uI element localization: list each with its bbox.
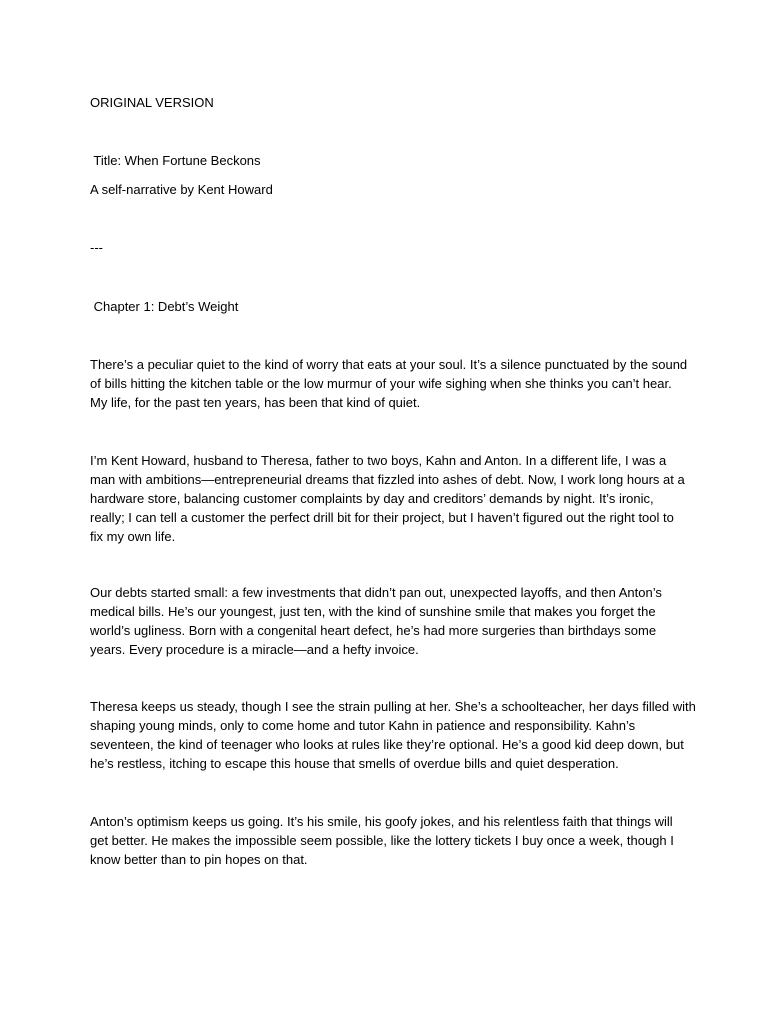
version-label: ORIGINAL VERSION — [90, 95, 214, 110]
paragraph-line: Anton’s optimism keeps us going. It’s his smile, his goofy jokes, and his relentless faith that things will — [90, 814, 673, 829]
paragraph-line: know better than to pin hopes on that. — [90, 852, 308, 867]
paragraph-line: get better. He makes the impossible seem possible, like the lottery tickets I buy once a week, though I — [90, 833, 674, 848]
paragraph-line: shaping young minds, only to come home and tutor Kahn in patience and responsibility. Kahn’s — [90, 718, 636, 733]
paragraph-line: seventeen, the kind of teenager who looks at rules like they’re optional. He’s a good kid deep down, but — [90, 737, 684, 752]
paragraph-line: man with ambitions—entrepreneurial dreams that fizzled into ashes of debt. Now, I work long hours at a — [90, 472, 685, 487]
paragraph — [90, 355, 690, 412]
paragraph-line: really; I can tell a customer the perfect drill bit for their project, but I haven’t figured out the right tool to — [90, 510, 674, 525]
byline: A self-narrative by Kent Howard — [90, 182, 273, 197]
paragraph-line: Our debts started small: a few investments that didn’t pan out, unexpected layoffs, and then Anton’s — [90, 585, 662, 600]
paragraph — [90, 583, 690, 659]
paragraph-line: Theresa keeps us steady, though I see the strain pulling at her. She’s a schoolteacher, her days filled with — [90, 699, 696, 714]
paragraph-line: I’m Kent Howard, husband to Theresa, father to two boys, Kahn and Anton. In a different life, I was a — [90, 453, 667, 468]
paragraph — [90, 697, 696, 773]
section-separator: --- — [90, 240, 103, 255]
paragraph-line: My life, for the past ten years, has been that kind of quiet. — [90, 395, 421, 410]
paragraph-line: of bills hitting the kitchen table or the low murmur of your wife sighing when she thinks you can’t hear. — [90, 376, 672, 391]
paragraph-line: years. Every procedure is a miracle—and a hefty invoice. — [90, 642, 419, 657]
paragraph-line: There’s a peculiar quiet to the kind of worry that eats at your soul. It’s a silence punctuated by the sound — [90, 357, 688, 372]
paragraph-line: fix my own life. — [90, 529, 176, 544]
paragraph-line: medical bills. He’s our youngest, just ten, with the kind of sunshine smile that makes you forget the — [90, 604, 656, 619]
paragraph-line: hardware store, balancing customer complaints by day and creditors’ demands by night. It’s ironic, — [90, 491, 654, 506]
document-title: Title: When Fortune Beckons — [90, 153, 261, 168]
paragraph-line: world’s ugliness. Born with a congenital heart defect, he’s had more surgeries than birthdays some — [90, 623, 657, 638]
paragraph — [90, 812, 690, 869]
paragraph — [90, 451, 690, 546]
paragraph-line: he’s restless, itching to escape this house that smells of overdue bills and quiet desperation. — [90, 756, 619, 771]
chapter-heading: Chapter 1: Debt’s Weight — [90, 299, 239, 314]
